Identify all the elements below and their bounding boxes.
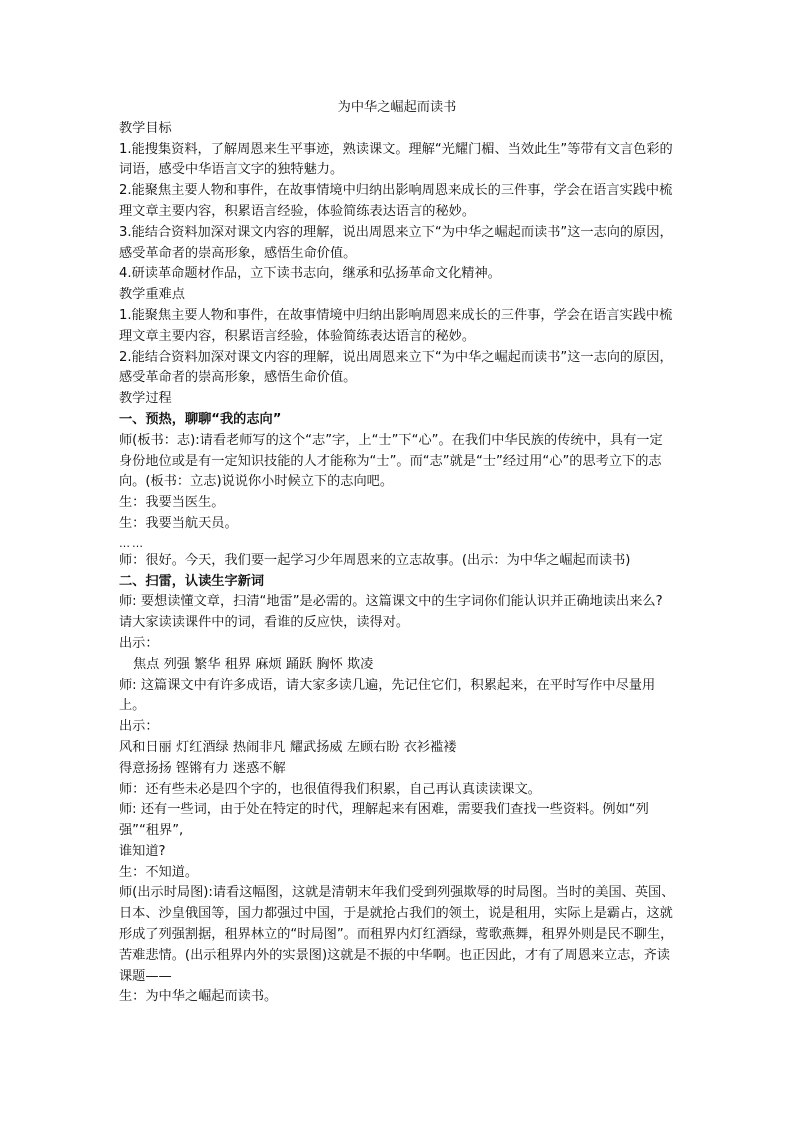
paragraph: 焦点 列强 繁华 租界 麻烦 踊跃 胸怀 欺凌: [133, 656, 374, 672]
paragraph: 谁知道?: [119, 843, 166, 859]
paragraph: 风和日丽 灯红酒绿 热闹非凡 耀武扬威 左顾右盼 衣衫褴褛: [119, 739, 457, 755]
paragraph: 师: 这篇课文中有许多成语，请大家多读几遍，先记住它们，积累起来，在平时写作中尽量用上。: [119, 677, 656, 714]
paragraph: 师: 还有一些词，由于处在特定的时代，理解起来有困难，需要我们查找一些资料。例如“列强”“租界”,: [119, 802, 649, 839]
document-title: 为中华之崛起而读书: [337, 100, 457, 115]
paragraph: 1.能搜集资料，了解周恩来生平事迹，熟读课文。理解“光耀门楣、当效此生”等带有文言色彩的词语，感受中华语言文字的独特魅力。: [119, 141, 673, 178]
paragraph: 2.能结合资料加深对课文内容的理解，说出周恩来立下“为中华之崛起而读书”这一志向的原因，感受革命者的崇高形象，感悟生命价值。: [119, 349, 673, 386]
paragraph: 3.能结合资料加深对课文内容的理解，说出周恩来立下“为中华之崛起而读书”这一志向的原因，感受革命者的崇高形象，感悟生命价值。: [119, 224, 673, 261]
paragraph: 生：不知道。: [119, 864, 199, 880]
paragraph: 生：我要当医生。: [119, 495, 225, 511]
paragraph: 教学过程: [119, 391, 172, 407]
paragraph: 2.能聚焦主要人物和事件，在故事情境中归纳出影响周恩来成长的三件事，学会在语言实践中梳理文章主要内容，积累语言经验，体验简练表达语言的秘妙。: [119, 183, 673, 219]
paragraph: ……: [119, 536, 145, 550]
paragraph: 教学重难点: [119, 287, 185, 303]
paragraph: 4.研读革命题材作品，立下读书志向，继承和弘扬革命文化精神。: [119, 266, 501, 282]
section-heading: 一、预热，聊聊“我的志向”: [119, 411, 282, 427]
section-heading: 二、扫雷，认读生字新词: [119, 573, 265, 589]
paragraph: 师：还有些未必是四个字的，也很值得我们积累，自己再认真读读课文。: [119, 781, 541, 797]
paragraph: 师(出示时局图):请看这幅图，这就是清朝末年我们受到列强欺辱的时局图。当时的美国、英国、日本、沙皇俄国等，国力都强过中国，于是就抢占我们的领土，说是租用，实际上是霸占，这就形成了列强割据，租界林立的“时局图”。而租界内灯红酒绿，莺歌燕舞，租界外则是民不聊生，苦难悲情。(出示租界内外的实景图)这就是不振的中华啊。也正因此，才有了周恩来立志，齐读课题——: [119, 885, 675, 984]
paragraph: 生：为中华之崛起而读书。: [119, 989, 278, 1005]
paragraph: 1.能聚焦主要人物和事件，在故事情境中归纳出影响周恩来成长的三件事，学会在语言实践中梳理文章主要内容，积累语言经验，体验简练表达语言的秘妙。: [119, 307, 673, 344]
paragraph: 出示：: [119, 635, 159, 651]
paragraph: 师(板书：志):请看老师写的这个“志”字，上“士”下“心”。在我们中华民族的传统中，具有一定身份地位或是有一定知识技能的人才能称为“士”。而“志”就是“士”经过用“心”的思考立下的志向。(板书：立志)说说你小时候立下的志向吧。: [119, 432, 663, 490]
paragraph: 出示：: [119, 719, 159, 735]
paragraph: 师: 要想读懂文章，扫清“地雷”是必需的。这篇课文中的生字词你们能认识并正确地读出来么?请大家读读课件中的词，看谁的反应快，读得对。: [119, 594, 663, 631]
paragraph: 生：我要当航天员。: [119, 515, 238, 531]
document-page: [119, 98, 675, 1008]
paragraph: 教学目标: [119, 120, 172, 136]
paragraph: 师：很好。今天，我们要一起学习少年周恩来的立志故事。(出示：为中华之崛起而读书): [119, 552, 631, 568]
paragraph: 得意扬扬 铿锵有力 迷惑不解: [119, 760, 286, 776]
document-body: [119, 119, 675, 1008]
